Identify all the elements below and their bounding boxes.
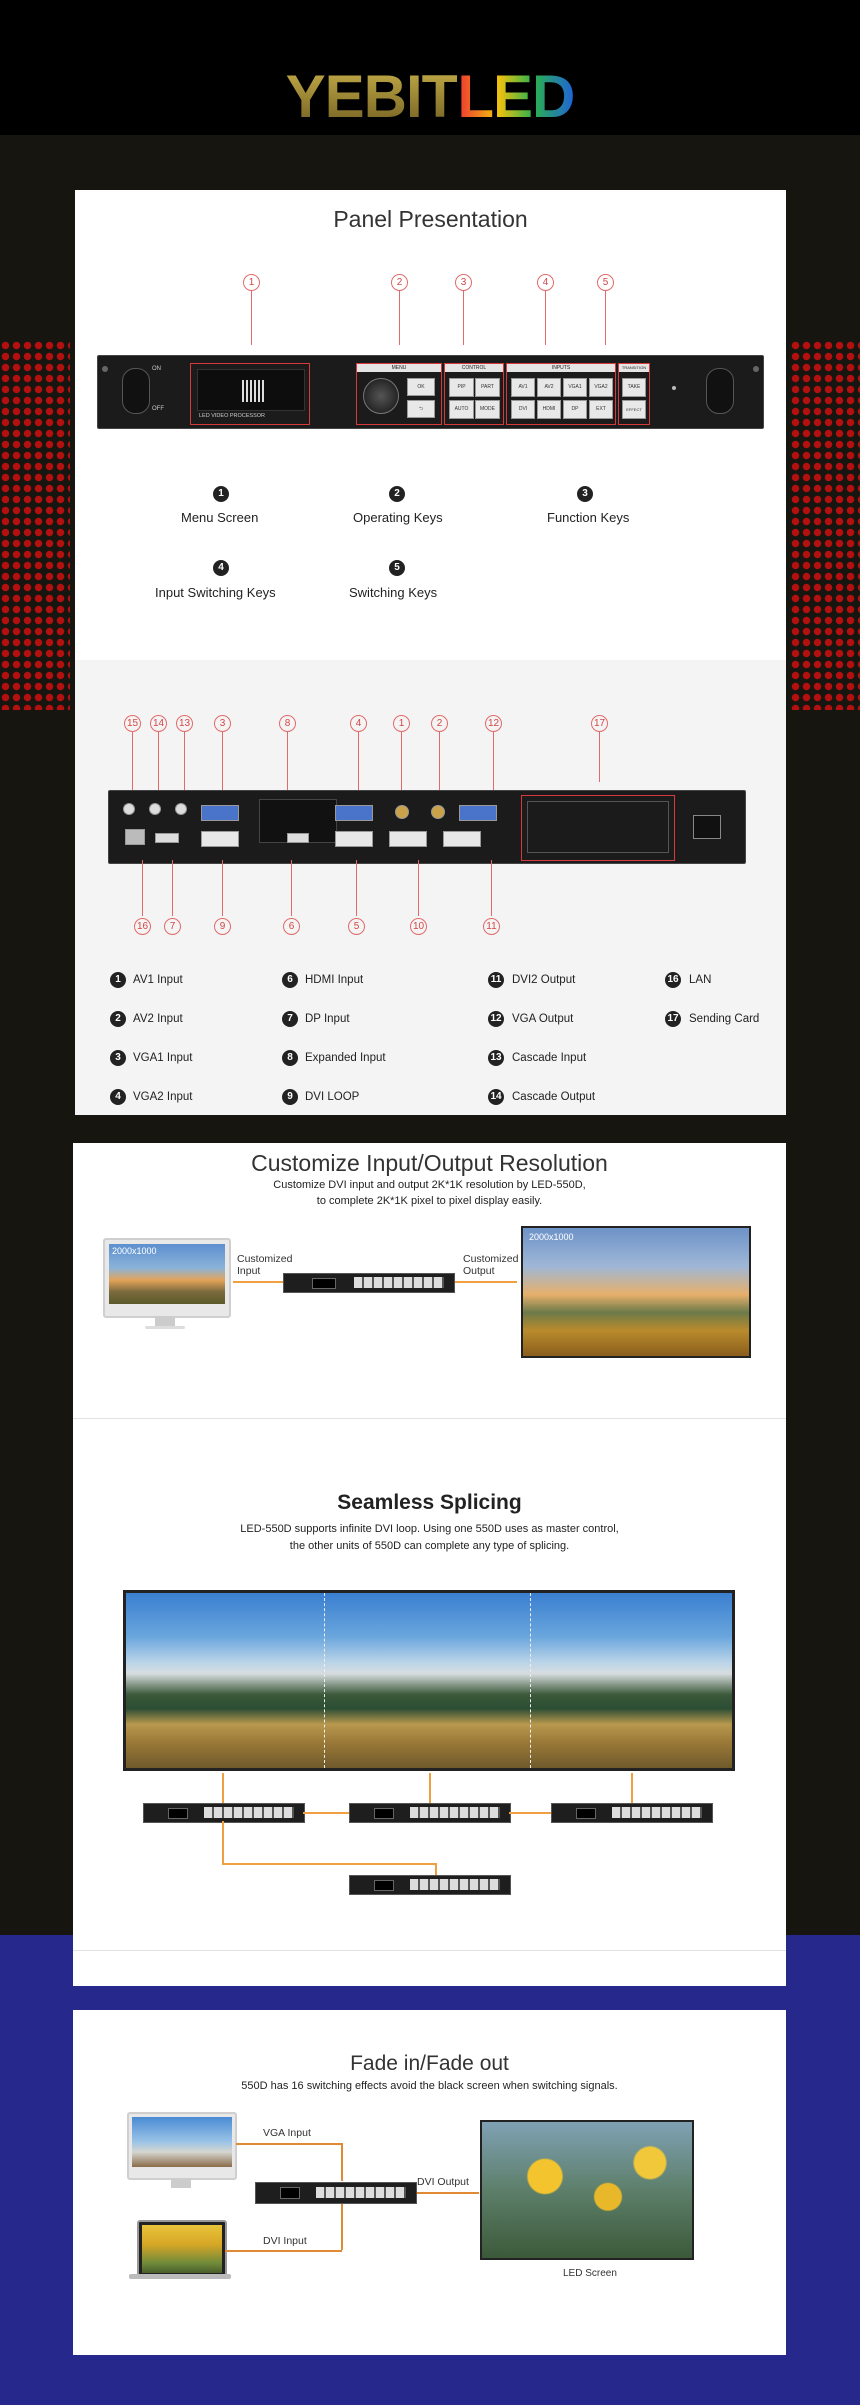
group-label: CONTROL [445,364,503,372]
legend-number: 8 [282,1050,298,1066]
device-screen-text: LED VIDEO PROCESSOR [199,413,266,419]
callout: 2 [431,715,448,732]
cable [429,1773,431,1803]
input-keys-box [506,363,616,425]
arrow-label: Customized [463,1253,519,1265]
callout: 1 [393,715,410,732]
legend-label: Cascade Output [512,1091,596,1103]
led-dot-pattern-left [0,340,70,710]
callout: 13 [176,715,193,732]
callout: 4 [350,715,367,732]
legend-number: 12 [488,1011,504,1027]
group-label: TRANSITION [619,364,649,372]
section-title: Customize Input/Output Resolution [251,1150,608,1176]
legend-label: Function Keys [547,510,630,525]
leader-line [491,860,492,916]
cable [631,1773,633,1803]
group-label: MENU [357,364,441,372]
back-key[interactable]: ⮌ [407,400,435,418]
led-screen [521,1226,751,1358]
legend-label: HDMI Input [305,974,364,986]
legend-label: Sending Card [689,1013,760,1025]
led-dot-pattern-right [790,340,860,710]
section-title: Seamless Splicing [337,1491,522,1514]
brand-logo: YEBITLED [285,63,575,130]
legend-number: 6 [282,972,298,988]
master-processor-device [349,1875,511,1895]
monitor-resolution-label: 2000x1000 [112,1246,157,1256]
power-on-label: ON [152,366,161,372]
part-key[interactable]: PART [475,378,500,397]
legend-number: 3 [110,1050,126,1066]
computer-monitor [127,2112,237,2180]
legend-number: 17 [665,1011,681,1027]
leader-line [222,860,223,916]
rear-panel-device [108,790,746,864]
legend-label: AV2 Input [133,1013,183,1025]
cable [236,2143,342,2145]
switching-keys-box [618,363,650,425]
legend-number: 3 [577,486,593,502]
callout: 5 [348,918,365,935]
arrow [233,1281,285,1283]
section-title: Fade in/Fade out [350,2052,509,2075]
legend-label: Expanded Input [305,1052,386,1064]
callout: 2 [391,274,408,291]
monitor-image [109,1244,225,1304]
arrow [455,1281,517,1283]
mode-key[interactable]: MODE [475,400,500,419]
callout: 12 [485,715,502,732]
leader-line [142,860,143,916]
av1-key[interactable]: AV1 [511,378,535,397]
callout: 3 [214,715,231,732]
section-subtitle: the other units of 550D can complete any type of splicing. [289,1540,570,1552]
cable [303,1812,349,1814]
rotary-knob[interactable] [363,378,399,414]
legend-number: 2 [110,1011,126,1027]
leader-line [605,291,606,345]
monitor [103,1238,231,1318]
section-subtitle: to complete 2K*1K pixel to pixel display easily. [316,1195,543,1207]
cable [222,1863,436,1865]
dvi-key[interactable]: DVI [511,400,535,419]
pip-key[interactable]: PIP [449,378,474,397]
menu-screen-box [190,363,310,425]
lcd-screen [197,369,305,411]
arrow-label: Customized [237,1253,293,1265]
divider [73,1418,786,1419]
callout: 11 [483,918,500,935]
section-subtitle: LED-550D supports infinite DVI loop. Using one 550D uses as master control, [240,1523,619,1535]
leader-line [599,732,600,782]
ok-key[interactable]: OK [407,378,435,396]
legend-number: 13 [488,1050,504,1066]
legend-number: 5 [389,560,405,576]
legend-label: Input Switching Keys [155,585,276,600]
callout: 8 [279,715,296,732]
leader-line [356,860,357,916]
ext-key[interactable]: EXT [589,400,613,419]
section-subtitle: 550D has 16 switching effects avoid the black screen when switching signals. [241,2080,618,2092]
monitor-stand [155,1316,175,1326]
legend-label: AV1 Input [133,974,183,986]
callout: 3 [455,274,472,291]
front-panel-device [97,355,764,429]
legend-label: Switching Keys [349,585,438,600]
rear-panel-section [75,660,786,1115]
arrow-label: Output [463,1265,495,1277]
spliced-display [123,1590,735,1771]
laptop [137,2220,227,2278]
legend-label: Menu Screen [181,510,259,525]
callout: 15 [124,715,141,732]
cable-label: VGA Input [263,2127,311,2139]
cable [341,2202,343,2250]
legend-number: 9 [282,1089,298,1105]
legend-label: Operating Keys [353,510,443,525]
leader-line [291,860,292,916]
cable [417,2192,479,2194]
callout: 9 [214,918,231,935]
features-card [73,1143,786,1986]
arrow-label: Input [237,1265,261,1277]
cable [222,1773,224,1803]
callout: 7 [164,918,181,935]
take-key[interactable]: TAKE [622,378,646,397]
cable [435,1863,437,1875]
legend-number: 4 [213,560,229,576]
dp-key[interactable]: DP [563,400,587,419]
callout: 1 [243,274,260,291]
legend-number: 16 [665,972,681,988]
power-switch [122,368,150,414]
leader-line [399,291,400,345]
av2-key[interactable]: AV2 [537,378,561,397]
processor-device [255,2182,417,2204]
legend-label: VGA2 Input [133,1091,193,1103]
callout: 17 [591,715,608,732]
section-subtitle: Customize DVI input and output 2K*1K resolution by LED-550D, [273,1179,586,1191]
leader-line [251,291,252,345]
cable [222,1821,224,1863]
callout: 16 [134,918,151,935]
group-label: INPUTS [507,364,615,372]
callout: 4 [537,274,554,291]
legend-number: 1 [110,972,126,988]
legend-number: 2 [389,486,405,502]
cable-label: DVI Output [417,2176,469,2188]
cable [225,2250,342,2252]
legend-number: 11 [488,972,504,988]
cable-label: DVI Input [263,2235,307,2247]
callout: 14 [150,715,167,732]
hdmi-key[interactable]: HDMI [537,400,561,419]
leader-line [172,860,173,916]
leader-line [463,291,464,345]
legend-label: DVI2 Output [512,974,576,986]
legend-label: VGA1 Input [133,1052,193,1064]
legend-number: 14 [488,1089,504,1105]
processor-device [143,1803,305,1823]
screen-caption: LED Screen [563,2268,617,2279]
legend-label: Cascade Input [512,1052,587,1064]
vga2-key[interactable]: VGA2 [589,378,613,397]
legend-number: 4 [110,1089,126,1105]
legend-number: 7 [282,1011,298,1027]
cable [341,2143,343,2181]
effect-key[interactable]: EFFECT [622,400,646,419]
rear-handle [706,368,734,414]
leader-line [418,860,419,916]
vga1-key[interactable]: VGA1 [563,378,587,397]
legend-number: 1 [213,486,229,502]
legend-label: VGA Output [512,1013,574,1025]
screen-resolution-label: 2000x1000 [529,1232,574,1242]
processor-device [283,1273,455,1293]
led-screen [480,2120,694,2260]
fade-card [73,2010,786,2355]
legend-label: LAN [689,974,712,986]
processor-device [349,1803,511,1823]
divider [73,1950,786,1951]
legend-label: DVI LOOP [305,1091,360,1103]
section-title: Panel Presentation [333,206,528,232]
legend-label: DP Input [305,1013,350,1025]
callout: 5 [597,274,614,291]
auto-key[interactable]: AUTO [449,400,474,419]
cable [509,1812,551,1814]
power-off-label: OFF [152,406,164,412]
processor-device [551,1803,713,1823]
leader-line [545,291,546,345]
callout: 6 [283,918,300,935]
function-keys-box [444,363,504,425]
operating-keys-box [356,363,442,425]
callout: 10 [410,918,427,935]
